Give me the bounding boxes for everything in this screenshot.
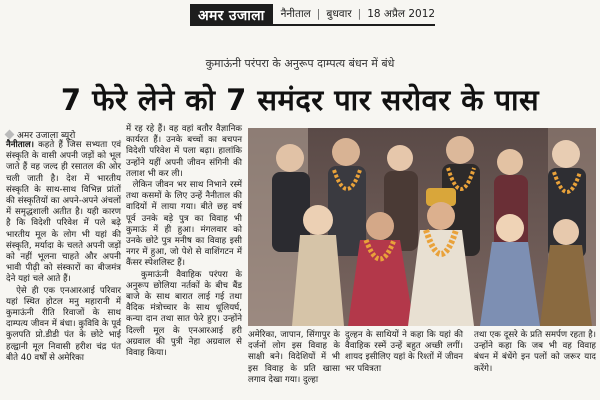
dateline-day: बुधवार [326, 8, 352, 20]
dateline-word: नैनीताल। [6, 140, 34, 150]
dateline-separator: | [316, 8, 321, 20]
article-column-2: में रह रहे हैं। वह वहां बतौर वैज्ञानिक कार्यरत हैं। उनके बच्चों का बचपन विदेशी परिवेश में पला बढ़ा। हालांकि उन्होंने यहीं अपनी जीवन संगिनी की तलाश भी कर ली। लेकिन जीवन भर साथ निभाने रस्में तथा कसमों के लिए उन्हें नैनीताल की वादियों में लाया गया। बीते छह वर्ष पूर्व उनके बड़े पुत्र का विवाह भी कुमाऊं में ही हुआ। मंगलवार को उनके छोटे पुत्र मनीष का विवाह इसी नगर में हुआ, जो पेशे से वाशिंगटन में कैंसर स्पेशलिस्ट हैं। कुमाऊंनी वैवाहिक परंपरा के अनुरूप छोलिया नर्तकों के बीच बैंड बाजे के साथ बारात लाई गई तथा वैदिक मंत्रोच्चार के साथ धूलियर्घ, कन्या दान तथा सात फेरे हुए। उन्होंने दिल्ली मूल के एनआरआई हरी अग्रवाल की पुत्री नेहा अग्रवाल से विवाह किया। [126, 124, 243, 359]
byline-bullet-icon [5, 130, 15, 140]
article-column-1 [6, 140, 121, 395]
wedding-group-photo [248, 128, 596, 326]
article-column-5: तथा एक दूसरे के प्रति समर्पण रहता है। उन्होंने कहा कि जब भी वह विवाह बंधन में बंधेंगे इन पलों को जरूर याद करेंगे। [474, 330, 599, 374]
dateline-city: नैनीताल [280, 8, 311, 20]
article-column-4: दुल्हन के साथियों ने कहा कि यहां की वैवाहिक रस्में उन्हें बहुत अच्छी लगीं। शायद इसीलिए यहां के रिश्तों में जीवन भर पवित्रता [345, 330, 466, 374]
byline-text: अमर उजाला ब्यूरो [17, 131, 76, 141]
masthead [190, 4, 450, 26]
photo-illustration [248, 128, 596, 326]
column-1-text: कहते हैं जिस सभ्यता एवं संस्कृति के वासी अपनी जड़ों को भूल जाते हैं वह जल्द ही रसातल की ओर चली जाती है। देश में भारतीय संस्कृति के साथ-साथ विभिन्न प्रांतों की संस्कृतियों का अपने-अपने अंचलों में समृद्धशाली अतीत है। यही कारण है कि विदेशी परिवेश में पले बढ़े भारतीय मूल के लोग भी यहां की संस्कृति, मर्यादा के चलते अपनी जड़ों को नहीं भूलना चाहते और अपनी भावी पीढ़ी को संस्कारों का बीजमंत्र देने यहां चले आते हैं। ऐसे ही एक एनआरआई परिवार यहां स्थित होटल मनु महारानी में कुमाऊंनी रीति रिवाजों के साथ दाम्पत्य जीवन में बंधा। कुविवि के पूर्व कुलपति प्रो.डीडी पंत के छोटे भाई हल्द्वानी मूल निवासी हरीश चंद्र पंत बीते 40 वर्षों से अमेरिका [6, 140, 121, 363]
article-headline: 7 फेरे लेने को 7 समंदर पार सरोवर के पास [60, 83, 540, 117]
dateline [273, 4, 435, 26]
article-kicker: कुमाऊंनी परंपरा के अनुरूप दाम्पत्य बंधन में बंधे [205, 57, 395, 70]
dateline-date: 18 अप्रैल 2012 [367, 8, 436, 20]
article-column-3: अमेरिका, जापान, सिंगापुर के दर्जनों लोग इस विवाह के साक्षी बने। विदेशियों में भी इस विवाह के प्रति खासा लगाव देखा गया। दुल्हा [248, 330, 343, 385]
newspaper-logo: अमर उजाला [190, 4, 273, 26]
dateline-separator: | [357, 8, 362, 20]
